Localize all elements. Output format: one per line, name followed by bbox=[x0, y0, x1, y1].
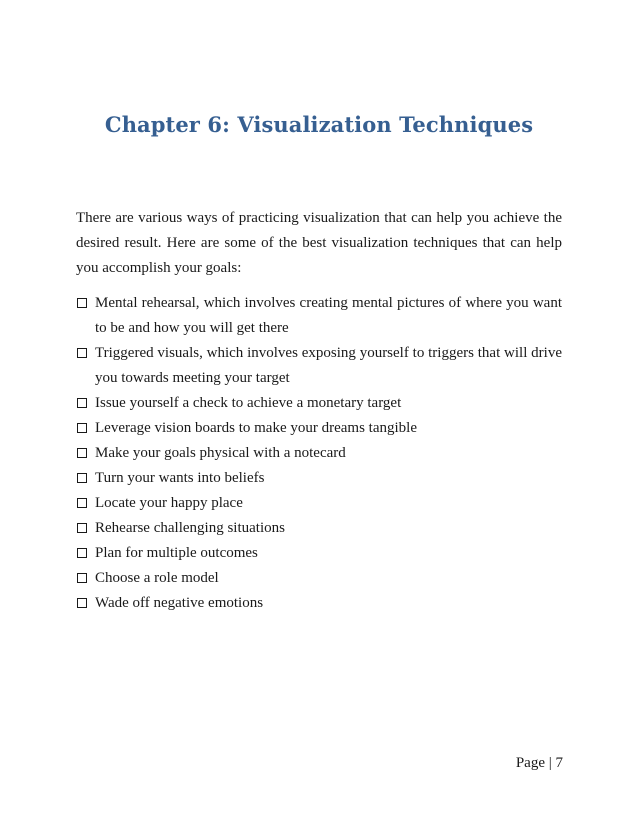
checklist-item bbox=[76, 416, 562, 441]
checklist-item-text: Choose a role model bbox=[95, 570, 219, 586]
checklist-item-text: Mental rehearsal, which involves creating mental pictures of where you want to be and how you will get there bbox=[95, 295, 562, 336]
checklist-item-text: Issue yourself a check to achieve a monetary target bbox=[95, 395, 402, 411]
checklist-item bbox=[76, 591, 562, 616]
techniques-checklist bbox=[76, 291, 562, 616]
checklist-item-text: Turn your wants into beliefs bbox=[95, 470, 265, 486]
page-number: Page | 7 bbox=[515, 755, 563, 771]
checkbox-icon bbox=[77, 448, 87, 458]
checklist-item-text: Rehearse challenging situations bbox=[95, 520, 285, 536]
checkbox-icon bbox=[77, 473, 87, 483]
checklist-item bbox=[76, 541, 562, 566]
checkbox-icon bbox=[77, 598, 87, 608]
checkbox-icon bbox=[77, 398, 87, 408]
checklist-item-text: Make your goals physical with a notecard bbox=[95, 445, 346, 461]
checklist-item bbox=[76, 516, 562, 541]
checkbox-icon bbox=[77, 498, 87, 508]
checklist-item-text: Wade off negative emotions bbox=[95, 595, 264, 611]
checklist-item bbox=[76, 566, 562, 591]
checklist-item-text: Plan for multiple outcomes bbox=[95, 545, 258, 561]
chapter-title: Chapter 6: Visualization Techniques bbox=[104, 112, 534, 137]
checklist-item bbox=[76, 466, 562, 491]
checklist-item-text: Leverage vision boards to make your dreams tangible bbox=[95, 420, 417, 436]
checklist-item-text: Triggered visuals, which involves exposing yourself to triggers that will drive you towards meeting your target bbox=[95, 345, 562, 386]
checklist-item-text: Locate your happy place bbox=[95, 495, 243, 511]
checklist-item bbox=[76, 391, 562, 416]
intro-paragraph: There are various ways of practicing visualization that can help you achieve the desired result. Here are some of the best visualization techniques that can help you accomplish your goals: bbox=[76, 210, 562, 276]
checkbox-icon bbox=[77, 523, 87, 533]
checkbox-icon bbox=[77, 423, 87, 433]
checklist-item bbox=[76, 491, 562, 516]
checkbox-icon bbox=[77, 548, 87, 558]
checkbox-icon bbox=[77, 573, 87, 583]
checklist-item bbox=[76, 291, 562, 341]
checklist-item bbox=[76, 441, 562, 466]
checklist-item bbox=[76, 341, 562, 391]
checkbox-icon bbox=[77, 298, 87, 308]
checkbox-icon bbox=[77, 348, 87, 358]
